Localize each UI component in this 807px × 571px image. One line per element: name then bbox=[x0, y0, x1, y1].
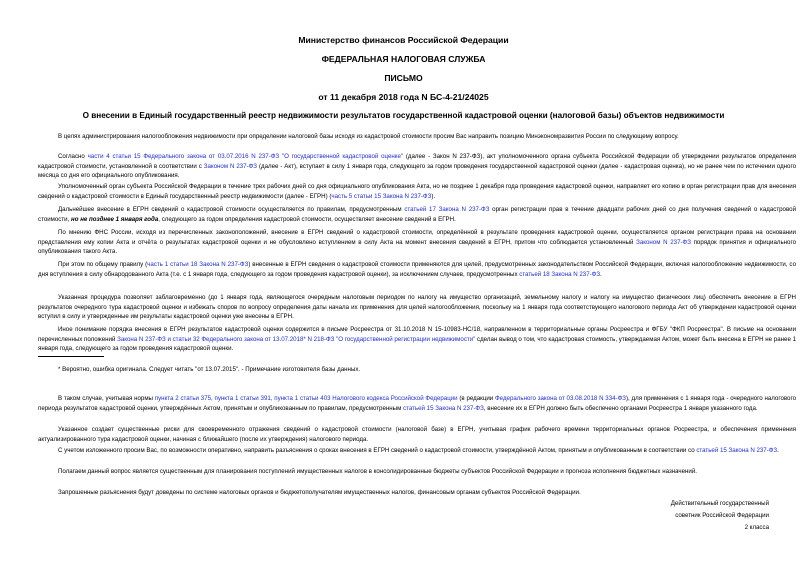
date-number-heading: от 11 декабря 2018 года N БС-4-21/24025 bbox=[318, 92, 489, 102]
paragraph-7: Указанная процедура позволяет заблаговременно (до 1 января года, являющегося очередным налоговым периодом по налогу на имущество организаций, земельному налогу и налогу на имущество физических лиц) обеспечить внесение в ЕГРН результатов очередного тура кадастровой оценки и избежать споров по вопросу определения даты начала их применения для целей налогообложения, поскольку на 1 января года соответствующего налогового периода Акт об утверждении кадастровой оценки вступил в силу и утвержденные им результаты кадастровой оценки уже внесены в ЕГРН. bbox=[38, 294, 796, 321]
paragraph-4 bbox=[38, 205, 796, 224]
paragraph-13: Запрошенные разъяснения будут доведены по системе налоговых органов и бюджетополучателям имущественных налогов, финансовым органам субъектов Российской Федерации. bbox=[58, 489, 581, 496]
text-span: Дальнейшее внесение в ЕГРН сведений о кадастровой стоимости осуществляется по правилам, предусмотренным bbox=[58, 206, 405, 213]
law-link[interactable]: пункта 2 статьи 375, пункта 1 статьи 391, пункта 1 статьи 403 Налогового кодекса Российской Федерации bbox=[154, 395, 458, 402]
text-span: Согласно bbox=[58, 153, 88, 160]
paragraph-1: В целях администрирования налогообложения недвижимости при определении налоговой базы исходя из кадастровой стоимости просим Вас направить позицию Минэкономразвития России по следующему вопросу. bbox=[58, 133, 679, 140]
paragraph-3 bbox=[38, 182, 796, 201]
law-link[interactable]: статьей 17 Закона N 237-ФЗ bbox=[404, 206, 490, 213]
text-span: (далее - Закон N 237-ФЗ), акт уполномоченного органа субъекта Российской Федерации об утверждении результатов определения кадастровой стоимости, установленной в соответствии с bbox=[38, 153, 797, 170]
law-link[interactable]: часть 1 статьи 18 Закона N 237-ФЗ bbox=[147, 261, 249, 268]
law-link[interactable]: статьей 18 Закона N 237-ФЗ bbox=[519, 270, 601, 278]
paragraph-5 bbox=[38, 228, 796, 257]
text-span: ) внесенные в ЕГРН сведения о кадастровой стоимости применяются для целей, предусмотренных законодательством Российской Федерации, включая налогообложение недвижимости, со дня вступления в силу обнародованного Акта (т.е. с 1 января года, следующего за годом проведения кадастровой оценки), за исключением случаев, предусмотренных bbox=[38, 261, 796, 278]
ministry-heading: Министерство финансов Российской Федерации bbox=[298, 35, 509, 45]
text-span: Уполномоченный орган субъекта Российской Федерации в течение трех рабочих дней со дня официального опубликования Акта, но не позднее 1 декабря года проведения кадастровой оценки, направляет его копию в орган регистрации прав для внесения сведений о кадастровой стоимости в Единый государственный реестр недвижимости (далее - ЕГРН) ( bbox=[38, 183, 796, 200]
emphasis-text: но не позднее 1 января года bbox=[71, 215, 159, 223]
law-link[interactable]: Закона N 237-ФЗ и статьи 32 Федерального закона от 13.07.2018* N 218-ФЗ "О государственной регистрации недвижимости" bbox=[117, 335, 476, 343]
text-span: Иное понимание порядка внесения в ЕГРН результатов кадастровой оценки содержится в письме Росреестра от 31.10.2018 N 15-10983-НС/18, направленном в территориальные органы Росреестра и ФГБУ "ФКП Росреестра". В письме на основании перечисленных положений bbox=[38, 326, 796, 343]
doc-type-heading: ПИСЬМО bbox=[384, 73, 423, 83]
text-span: орган регистрации прав в течение двадцати рабочих дней со дня получения сведений о кадастровой стоимости, bbox=[38, 206, 796, 223]
text-span: порядок принятия и официального опубликования такого Акта. bbox=[38, 238, 796, 256]
text-span: По мнению ФНС России, исходя из перечисленных законоположений, внесение в ЕГРН сведений о кадастровой стоимости, определённой в результате проведения кадастровой оценки, осуществляется органом регистрации права на основании представления ему копии Акта и отчёта о результатах кадастровой оценки и не обусловлено вступлением в силу Акта на момент внесения сведений в ЕГРН, притом что соблюдается установленный bbox=[38, 229, 796, 246]
text-span: При этом по общему правилу ( bbox=[58, 261, 148, 268]
subject-heading: О внесении в Единый государственный реестр недвижимости результатов государственной кадастровой оценки (налоговой базы) объектов недвижимости bbox=[82, 111, 725, 120]
paragraph-8 bbox=[38, 325, 796, 354]
text-span: В таком случае, учитывая нормы bbox=[58, 395, 155, 402]
paragraph-11 bbox=[38, 446, 796, 456]
text-span: . bbox=[600, 270, 602, 278]
text-span: . bbox=[777, 447, 779, 454]
text-span: С учетом изложенного просим Вас, по возможности оперативно, направить разъяснения о сроках внесения в ЕГРН сведений о кадастровой стоимости, утверждённой Актом, принятым и опубликованным в соответствии со bbox=[58, 447, 697, 454]
text-span: (далее - Акт), вступает в силу 1 января года, следующего за годом проведения государственной кадастровой оценки (далее - кадастровая оценка), но не ранее чем по истечении одного месяца со дня его официального опубликования. bbox=[38, 162, 796, 180]
paragraph-12: Полагаем данный вопрос является существенным для планирования поступлений имущественных налогов в консолидированные бюджеты субъектов Российской Федерации и прогноза исполнения бюджетных назначений. bbox=[58, 468, 697, 475]
text-span: ), для применения с 1 января года - очередного налогового периода результатов кадастровой оценки, утверждённых Актом, принятым и опубликованным по правилам, предусмотренным bbox=[38, 395, 796, 412]
law-link[interactable]: части 4 статьи 15 Федерального закона от 03.07.2016 N 237-ФЗ "О государственной кадастровой оценке" bbox=[87, 153, 404, 160]
footnote-divider bbox=[38, 356, 104, 357]
law-link[interactable]: Федерального закона от 03.08.2018 N 334-ФЗ bbox=[495, 395, 626, 402]
signature-line-1: Действительный государственный bbox=[670, 500, 769, 507]
text-span: , внесение их в ЕГРН должно быть обеспечено органами Росреестра 1 января указанного года. bbox=[483, 404, 758, 412]
law-link[interactable]: Законом N 237-ФЗ bbox=[203, 162, 258, 170]
text-span: сделан вывод о том, что кадастровая стоимость, утверждаемая Актом, может быть внесена в ЕГРН не ранее 1 января года, следующего за годом проведения кадастровой оценки. bbox=[38, 335, 796, 353]
paragraph-10: Указанное создает существенные риски для своевременного отражения сведений о кадастровой стоимости (налоговой базе) в ЕГРН, учитывая график рабочего времени территориальных органов Росреестра, и обеспечения применения актуализированного тура кадастровой оценки, начиная с ближайшего (после их утверждения) налогового периода. bbox=[38, 426, 796, 443]
signature-line-3: 2 класса bbox=[744, 524, 769, 531]
law-link[interactable]: статьей 15 Закона N 237-ФЗ bbox=[403, 404, 484, 412]
law-link[interactable]: статьей 15 Закона N 237-ФЗ bbox=[696, 447, 778, 454]
signature-line-2: советник Российской Федерации bbox=[675, 512, 769, 519]
footnote: * Вероятно, ошибка оригинала. Следует читать "от 13.07.2015". - Примечание изготовителя базы данных. bbox=[58, 366, 361, 373]
paragraph-9 bbox=[38, 394, 796, 413]
text-span: , следующего за годом определения кадастровой стоимости, осуществляет внесение сведений в ЕГРН. bbox=[158, 215, 456, 223]
text-span: ). bbox=[431, 192, 436, 200]
law-link[interactable]: Законом N 237-ФЗ bbox=[636, 238, 691, 246]
text-span: (в редакции bbox=[457, 395, 496, 402]
service-heading: ФЕДЕРАЛЬНАЯ НАЛОГОВАЯ СЛУЖБА bbox=[321, 54, 486, 64]
law-link[interactable]: часть 5 статьи 15 Закона N 237-ФЗ bbox=[331, 192, 432, 200]
paragraph-6 bbox=[38, 260, 796, 279]
paragraph-2 bbox=[38, 152, 796, 181]
